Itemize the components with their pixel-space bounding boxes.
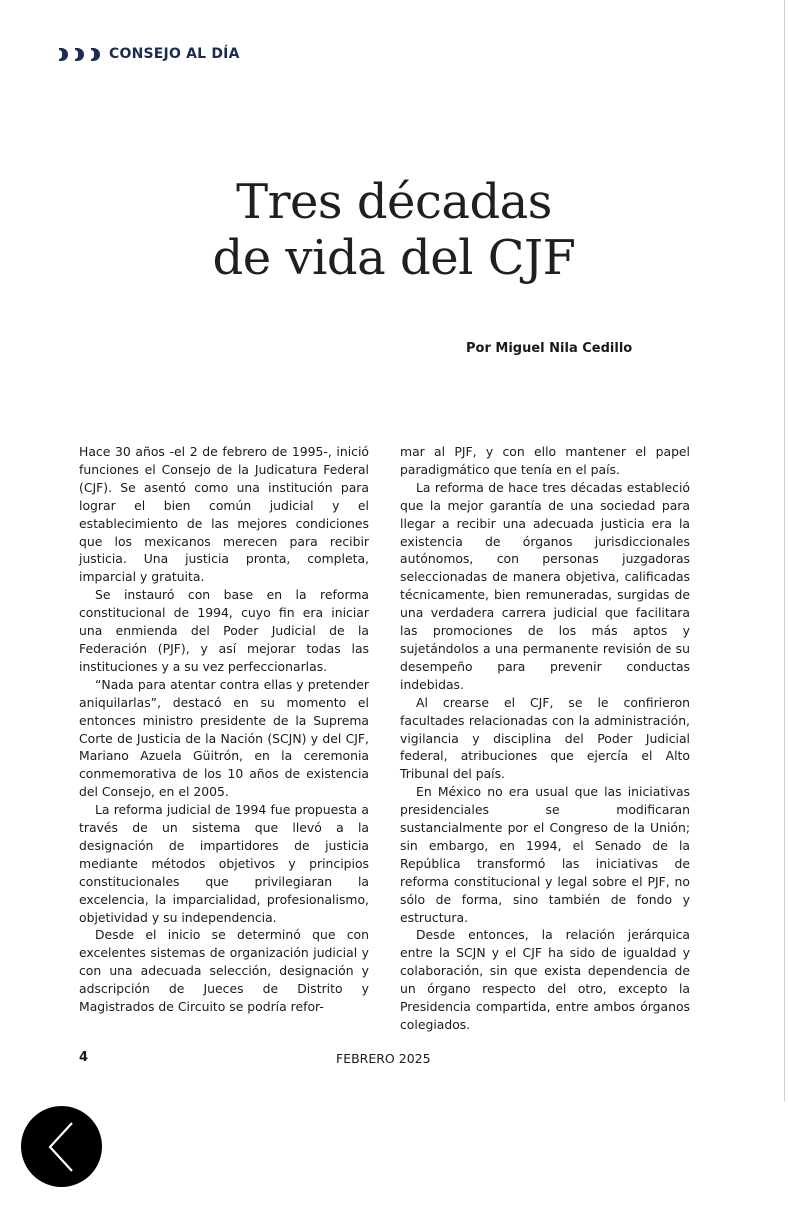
paragraph: Al crearse el CJF, se le confirieron facultades relacionadas con la administración, vigilancia y disciplina del Poder Judicial federal, atribuciones que ejercía el Alto Tribunal del país. [400,694,690,782]
paragraph: En México no era usual que las iniciativas presidenciales se modificaran sustancialmente por el Congreso de la Unión; sin embargo, en 1994, el Senado de la República transformó las iniciativas de reforma constitucional y legal sobre el PJF, no sólo de forma, sino también de fondo y estructura. [400,784,690,925]
article-title [0,174,788,286]
issue-date: FEBRERO 2025 [336,1051,431,1066]
paragraph: Desde entonces, la relación jerárquica entre la SCJN y el CJF ha sido de igualdad y colaboración, sin que exista dependencia de un órgano respecto del otro, excepto la Presidencia compartida, entre ambos órganos colegiados. [400,927,690,1032]
paragraph: La reforma de hace tres décadas estableció que la mejor garantía de una sociedad para llegar a recibir una adecuada justicia era la existencia de órganos jurisdiccionales autónomos, con personas juzgadoras seleccionadas de manera objetiva, calificadas técnicamente, bien remuneradas, surgidas de una verdadera carrera judicial que facilitara las promociones de los más aptos y sujetándolos a una permanente revisión de su desempeño para prevenir conductas indebidas. [400,479,690,692]
article-title-line-2: de vida del CJF [212,230,576,286]
page-edge-rule [784,0,785,1102]
paragraph: “Nada para atentar contra ellas y pretender aniquilarlas”, destacó en su momento el entonces ministro presidente de la Suprema Corte de Justicia de la Nación (SCJN) y del CJF, Mariano Azuela Güitrón, en la ceremonia conmemorativa de los 10 años de existencia del Consejo, en el 2005. [79,676,369,800]
back-button[interactable] [21,1106,102,1187]
paragraph: Desde el inicio se determinó que con excelentes sistemas de organización judicial y con una adecuada selección, designación y adscripción de Jueces de Distrito y Magistrados de Circuito se podría refor- [79,927,369,1015]
section-label: CONSEJO AL DÍA [109,46,240,62]
article-title-line-1: Tres décadas [236,174,552,230]
article-column-right [400,443,690,1034]
chevron-right-icon [75,48,84,61]
paragraph: Se instauró con base en la reforma constitucional de 1994, cuyo fin era iniciar una enmienda del Poder Judicial de la Federación (PJF), y así mejorar todas las instituciones y a su vez perfeccionarlas. [79,587,369,674]
page-number: 4 [79,1050,89,1065]
section-header [59,44,240,64]
chevron-left-icon [42,1117,82,1177]
paragraph: La reforma judicial de 1994 fue propuesta a través de un sistema que llevó a la designación de impartidores de justicia mediante métodos objetivos y principios constitucionales que privilegiaran la excelencia, la imparcialidad, profesionalismo, objetividad y su independencia. [79,802,369,925]
byline: Por Miguel Nila Cedillo [466,341,633,356]
chevron-right-icon [91,48,100,61]
paragraph: Hace 30 años -el 2 de febrero de 1995-, inició funciones el Consejo de la Judicatura Federal (CJF). Se asentó como una institución para lograr el bien común judicial y el establecimiento de las mejores condiciones que los mexicanos merecen para recibir justicia. Una justicia pronta, completa, imparcial y gratuita. [79,444,369,585]
article-column-left [79,443,369,1016]
paragraph-continuation: mar al PJF, y con ello mantener el papel paradigmático que tenía en el país. [400,444,690,477]
chevron-right-icon [59,48,68,61]
